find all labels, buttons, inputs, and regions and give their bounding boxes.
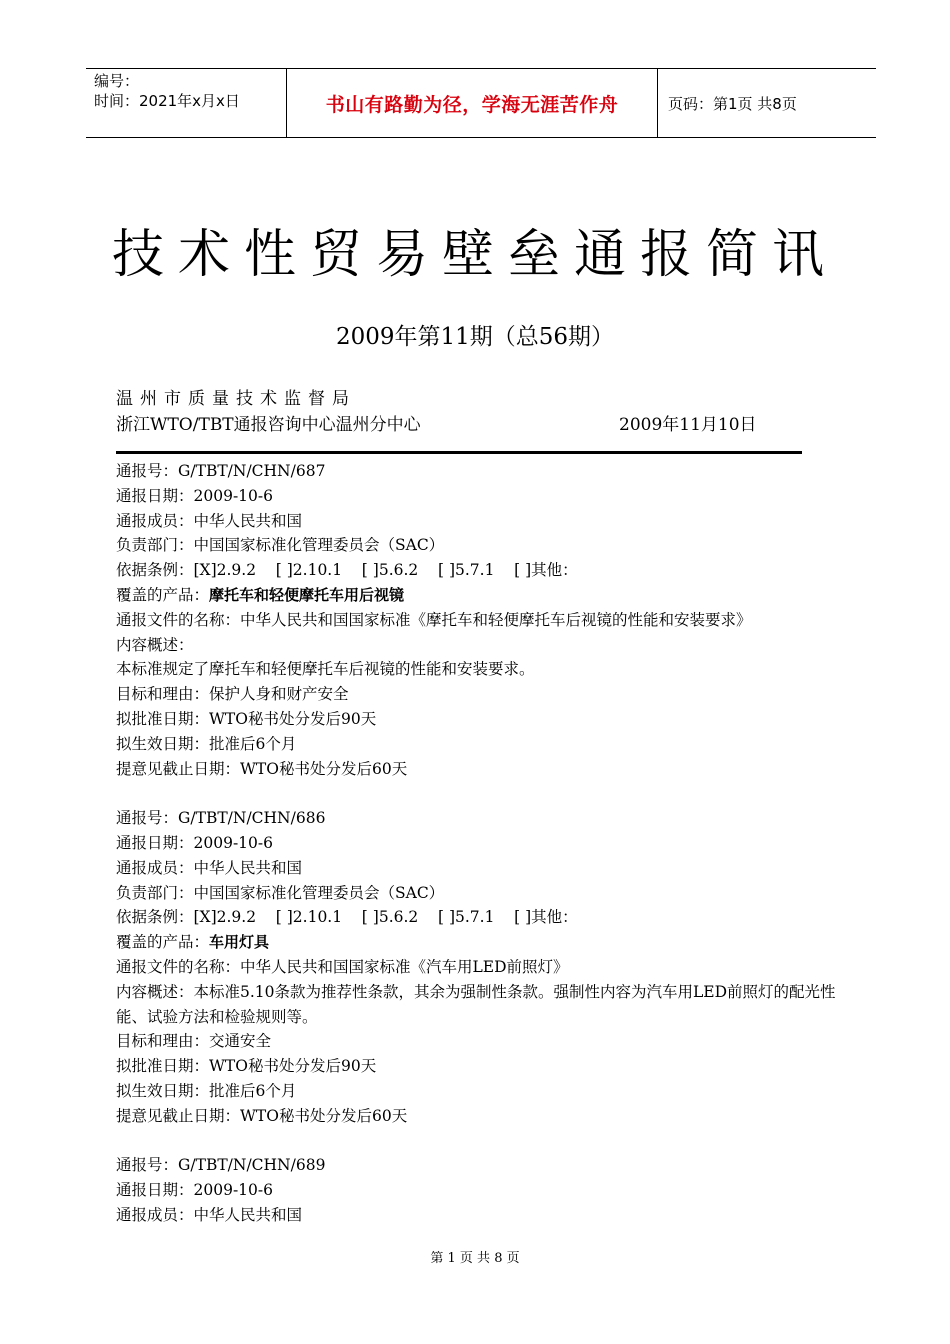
products-value: 摩托车和轻便摩托车用后视镜: [209, 585, 405, 604]
notice-list: [116, 459, 856, 1228]
notice-deadline: 提意见截止日期：WTO秘书处分发后60天: [116, 1106, 408, 1125]
notice-adoption: 拟批准日期：WTO秘书处分发后90天: [116, 709, 377, 728]
notice-adoption: 拟批准日期：WTO秘书处分发后90天: [116, 1057, 377, 1076]
notice-desc: 本标准规定了摩托车和轻便摩托车后视镜的性能和安装要求。: [116, 660, 535, 679]
notice-products: [116, 930, 856, 955]
motto-text: 书山有路勤为径，学海无涯苦作舟: [325, 93, 619, 116]
spacer: [116, 781, 856, 806]
notice-articles: 依据条例：[X]2.9.2 [ ]2.10.1 [ ]5.6.2 [ ]5.7.1 [ ]其他：: [116, 908, 578, 927]
issue-number: 2009年第11期（总56期）: [335, 324, 615, 350]
notice-date: 通报日期：2009-10-6: [116, 833, 274, 852]
notice-item: [116, 459, 856, 781]
notice-number: 通报号：G/TBT/N/CHN/687: [116, 462, 326, 480]
notice-effective: 拟生效日期：批准后6个月: [116, 1081, 297, 1100]
notice-desc-label: 内容概述：: [116, 635, 194, 654]
document-title: 技术性贸易壁垒通报简讯: [111, 225, 838, 285]
notice-title: 通报文件的名称：中华人民共和国国家标准《汽车用LED前照灯》: [116, 957, 569, 976]
notice-date: 通报日期：2009-10-6: [116, 1181, 274, 1200]
notice-member: 通报成员：中华人民共和国: [116, 858, 303, 877]
issuing-bureau: 温州市质量技术监督局: [116, 389, 356, 409]
notice-agency: 负责部门：中国国家标准化管理委员会（SAC）: [116, 883, 445, 902]
products-value: 车用灯具: [209, 933, 270, 952]
page-header: [86, 68, 876, 138]
page-info: 页码：第1页 共8页: [668, 94, 797, 113]
time-label: 时间：2021年x月x日: [94, 92, 240, 110]
notice-articles: 依据条例：[X]2.9.2 [ ]2.10.1 [ ]5.6.2 [ ]5.7.1 [ ]其他：: [116, 561, 578, 580]
products-label: 覆盖的产品：: [116, 585, 210, 604]
notice-member: 通报成员：中华人民共和国: [116, 511, 303, 530]
notice-desc: 内容概述：本标准5.10条款为推荐性条款，其余为强制性条款。强制性内容为汽车用LED前照灯的配光性能、试验方法和检验规则等。: [116, 982, 836, 1026]
divider-rule: [116, 451, 802, 454]
notice-agency: 负责部门：中国国家标准化管理委员会（SAC）: [116, 536, 445, 555]
publication-date: 2009年11月10日: [619, 415, 757, 435]
notice-effective: 拟生效日期：批准后6个月: [116, 734, 297, 753]
notice-deadline: 提意见截止日期：WTO秘书处分发后60天: [116, 759, 408, 778]
notice-item: [116, 806, 856, 1128]
number-label: 编号：: [94, 72, 140, 90]
notice-item: [116, 1153, 856, 1227]
spacer: [116, 1129, 856, 1154]
products-label: 覆盖的产品：: [116, 933, 210, 952]
notice-objective: 目标和理由：交通安全: [116, 1032, 272, 1051]
header-meta: [86, 69, 286, 137]
notice-number: 通报号：G/TBT/N/CHN/686: [116, 809, 326, 828]
notice-date: 通报日期：2009-10-6: [116, 486, 274, 505]
header-motto-cell: [286, 69, 658, 137]
notice-number: 通报号：G/TBT/N/CHN/689: [116, 1156, 326, 1175]
issuing-center: 浙江WTO/TBT通报咨询中心温州分中心: [116, 415, 421, 435]
notice-member: 通报成员：中华人民共和国: [116, 1205, 303, 1224]
notice-title: 通报文件的名称：中华人民共和国国家标准《摩托车和轻便摩托车后视镜的性能和安装要求》: [116, 610, 752, 629]
notice-products: [116, 583, 856, 608]
notice-objective: 目标和理由：保护人身和财产安全: [116, 685, 349, 704]
page-footer: 第 1 页 共 8 页: [430, 1251, 520, 1266]
